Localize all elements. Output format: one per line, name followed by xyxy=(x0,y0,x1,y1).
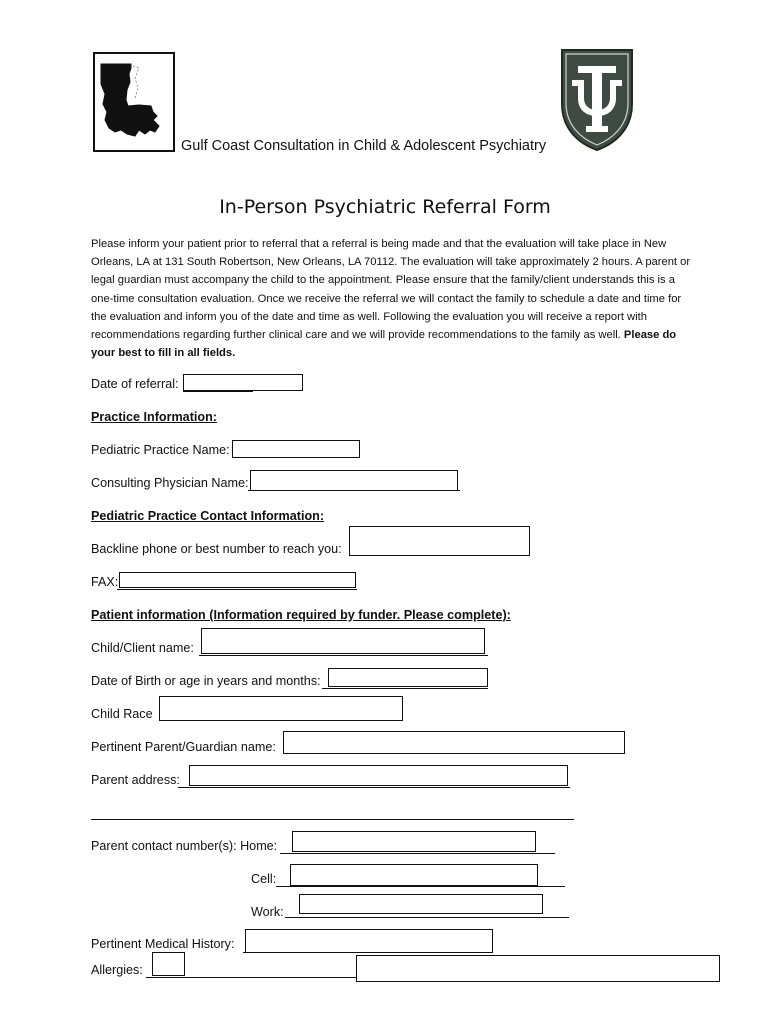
date-of-referral-input[interactable] xyxy=(183,374,303,391)
parent-address-input[interactable] xyxy=(189,765,568,786)
phone-label: Backline phone or best number to reach you: xyxy=(91,542,342,556)
home-phone-input[interactable] xyxy=(292,831,536,852)
child-race-input[interactable] xyxy=(159,696,403,721)
allergies-checkbox[interactable] xyxy=(152,952,185,976)
physician-name-label: Consulting Physician Name: xyxy=(91,476,249,490)
guardian-name-input[interactable] xyxy=(283,731,625,754)
child-name-label: Child/Client name: xyxy=(91,641,194,655)
patient-info-heading: Patient information (Information required by funder. Please complete): xyxy=(91,608,511,622)
practice-contact-heading: Pediatric Practice Contact Information: xyxy=(91,509,325,523)
intro-text: Please inform your patient prior to referral that a referral is being made and that the evaluation will take place in New Orleans, LA at 131 South Robertson, New Orleans, LA 70112. The evaluation will take approximately 2 hours. A parent or legal guardian must accompany the child to the appointment. Please ensure that the family/client understands this is a one-time consultation evaluation. Once we receive the referral we will contact the family to schedule a date and time for the evaluation and inform you of the date and time as well. Following the evaluation you will receive a report with recommendations regarding further clinical care and we will provide recommendations to the family as well. xyxy=(91,238,691,342)
louisiana-logo xyxy=(93,52,175,152)
child-race-label: Child Race xyxy=(91,707,153,721)
cell-phone-underline xyxy=(276,886,565,887)
parent-address-label: Parent address: xyxy=(91,773,180,787)
child-name-input[interactable] xyxy=(201,628,485,654)
intro-paragraph xyxy=(91,235,691,362)
home-phone-underline xyxy=(280,853,555,854)
parent-address-underline xyxy=(178,787,570,788)
page-title: In-Person Psychiatric Referral Form xyxy=(219,196,551,218)
fax-input[interactable] xyxy=(119,572,356,588)
phone-input[interactable] xyxy=(349,526,530,556)
intro-bold-instruction: Please do your best to fill in all fields. xyxy=(91,329,677,360)
home-phone-label: Parent contact number(s): Home: xyxy=(91,839,278,853)
guardian-name-label: Pertinent Parent/Guardian name: xyxy=(91,740,276,754)
allergies-underline xyxy=(146,977,358,978)
medical-history-label: Pertinent Medical History: xyxy=(91,937,235,951)
practice-name-input[interactable] xyxy=(232,440,360,458)
louisiana-outline-icon xyxy=(95,54,173,150)
tulane-shield-icon xyxy=(556,46,638,152)
fax-label: FAX: xyxy=(91,575,119,589)
cell-phone-input[interactable] xyxy=(290,864,538,886)
cell-phone-label: Cell: xyxy=(251,872,277,886)
date-of-referral-label: Date of referral: xyxy=(91,377,179,391)
organization-name: Gulf Coast Consultation in Child & Adolescent Psychiatry xyxy=(181,138,547,154)
practice-info-heading: Practice Information: xyxy=(91,410,217,424)
physician-name-input[interactable] xyxy=(250,470,458,491)
medical-history-input[interactable] xyxy=(245,929,493,953)
dob-label: Date of Birth or age in years and months: xyxy=(91,674,321,688)
work-phone-label: Work: xyxy=(251,905,284,919)
allergies-label: Allergies: xyxy=(91,963,143,977)
dob-input[interactable] xyxy=(328,668,488,687)
fax-underline xyxy=(117,589,357,590)
practice-name-label: Pediatric Practice Name: xyxy=(91,443,230,457)
child-name-underline xyxy=(199,655,488,656)
work-phone-underline xyxy=(285,917,569,918)
date-of-referral-underline xyxy=(183,391,253,392)
dob-underline xyxy=(322,688,488,689)
allergies-input[interactable] xyxy=(356,955,720,982)
parent-address-second-line xyxy=(91,819,574,820)
university-logo xyxy=(556,46,638,152)
work-phone-input[interactable] xyxy=(299,894,543,914)
